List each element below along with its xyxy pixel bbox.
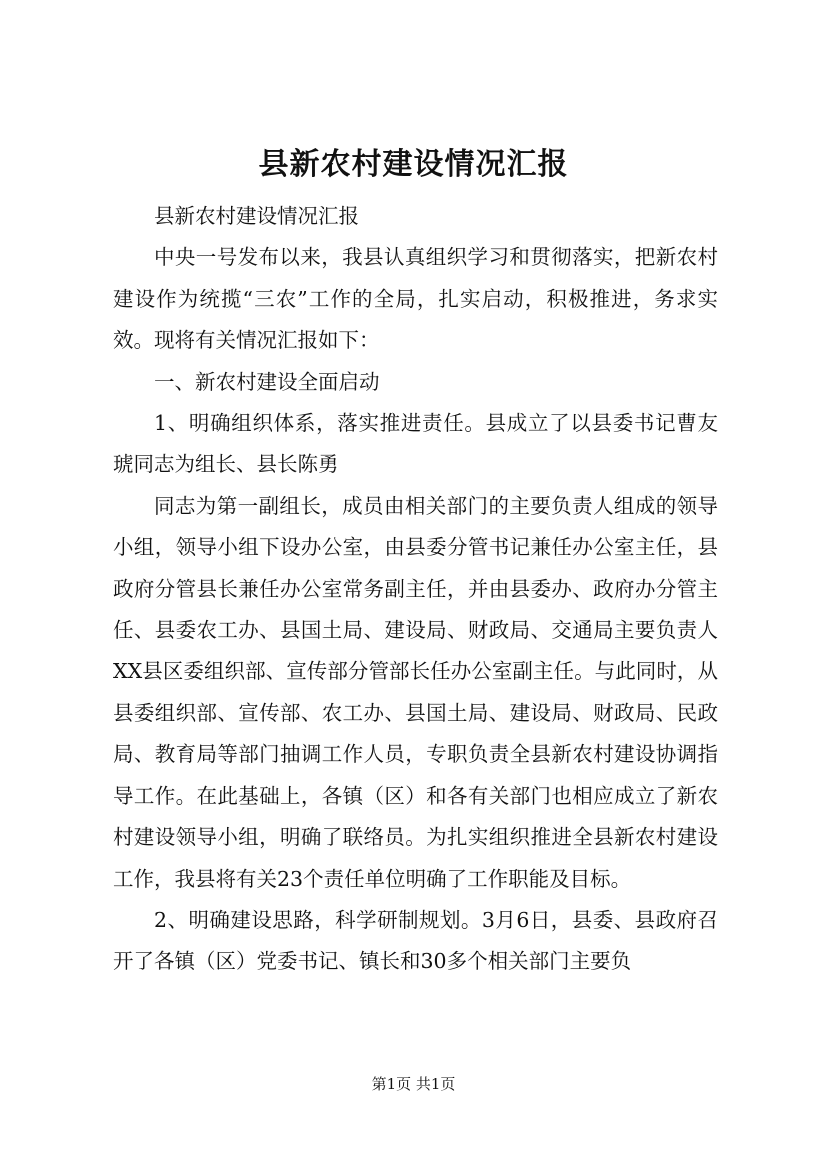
section-heading: 一、新农村建设全面启动: [154, 369, 380, 394]
document-body: [113, 196, 718, 983]
paragraph-item-2: 2、明确建设思路，科学研制规划。3月6日，县委、县政府召开了各镇（区）党委书记、镇长和30多个相关部门主要负: [113, 907, 718, 974]
document-title: 县新农村建设情况汇报: [258, 147, 569, 182]
paragraph-subtitle: 县新农村建设情况汇报: [154, 204, 359, 228]
paragraph-intro: 中央一号发布以来，我县认真组织学习和贯彻落实，把新农村建设作为统揽“三农”工作的全局，扎实启动，积极推进，务求实效。现将有关情况汇报如下：: [113, 245, 718, 353]
paragraph-item-1: 1、明确组织体系，落实推进责任。县成立了以县委书记曹友琥同志为组长、县长陈勇: [113, 411, 718, 477]
paragraph-item-1-continued: 同志为第一副组长，成员由相关部门的主要负责人组成的领导小组，领导小组下设办公室，由县委分管书记兼任办公室主任，县政府分管县长兼任办公室常务副主任，并由县委办、政府办分管主任、县委农工办、县国土局、建设局、财政局、交通局主要负责人XX县区委组织部、宣传部分管部长任办公室副主任。与此同时，从县委组织部、宣传部、农工办、县国土局、建设局、财政局、民政局、教育局等部门抽调工作人员，专职负责全县新农村建设协调指导工作。在此基础上，各镇（区）和各有关部门也相应成立了新农村建设领导小组，明确了联络员。为扎实组织推进全县新农村建设工作，我县将有关23个责任单位明确了工作职能及目标。: [113, 493, 718, 891]
page-footer: 第1页 共1页: [371, 1075, 456, 1093]
